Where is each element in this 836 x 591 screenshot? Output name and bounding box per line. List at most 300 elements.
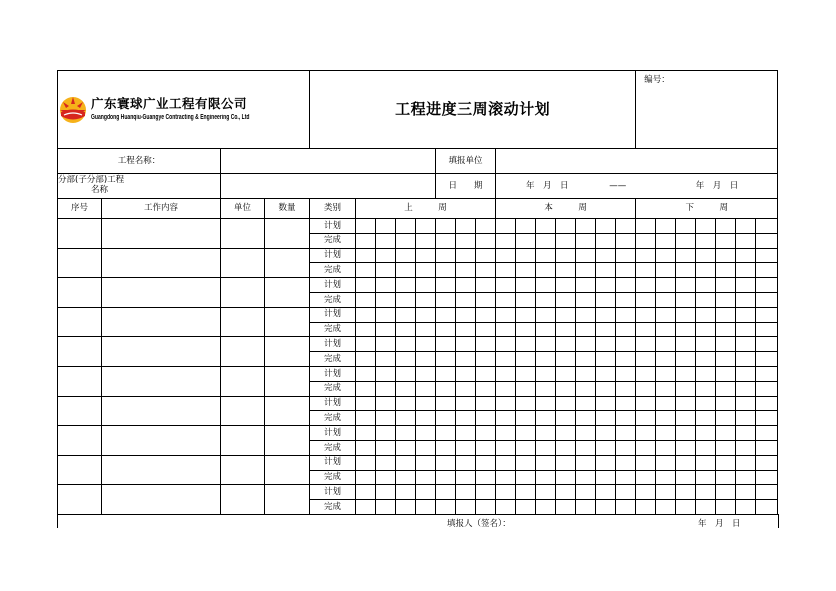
- day-cell[interactable]: [416, 352, 436, 367]
- day-cell[interactable]: [536, 381, 556, 396]
- day-cell[interactable]: [576, 292, 596, 307]
- day-cell[interactable]: [536, 278, 556, 293]
- day-cell[interactable]: [456, 233, 476, 248]
- day-cell[interactable]: [676, 396, 696, 411]
- day-cell[interactable]: [636, 426, 656, 441]
- day-cell[interactable]: [416, 337, 436, 352]
- day-cell[interactable]: [356, 352, 376, 367]
- day-cell[interactable]: [416, 396, 436, 411]
- day-cell[interactable]: [416, 263, 436, 278]
- day-cell[interactable]: [416, 470, 436, 485]
- day-cell[interactable]: [616, 485, 636, 500]
- unit-cell[interactable]: [221, 426, 265, 456]
- day-cell[interactable]: [476, 278, 496, 293]
- day-cell[interactable]: [576, 352, 596, 367]
- day-cell[interactable]: [456, 248, 476, 263]
- day-cell[interactable]: [556, 500, 576, 515]
- day-cell[interactable]: [516, 233, 536, 248]
- day-cell[interactable]: [636, 440, 656, 455]
- day-cell[interactable]: [716, 233, 736, 248]
- qty-cell[interactable]: [265, 307, 310, 337]
- day-cell[interactable]: [456, 219, 476, 234]
- day-cell[interactable]: [416, 278, 436, 293]
- content-cell[interactable]: [102, 366, 221, 396]
- day-cell[interactable]: [356, 263, 376, 278]
- day-cell[interactable]: [656, 485, 676, 500]
- seq-cell[interactable]: [58, 455, 102, 485]
- day-cell[interactable]: [496, 352, 516, 367]
- day-cell[interactable]: [556, 322, 576, 337]
- day-cell[interactable]: [736, 337, 756, 352]
- day-cell[interactable]: [436, 470, 456, 485]
- day-cell[interactable]: [556, 278, 576, 293]
- day-cell[interactable]: [476, 470, 496, 485]
- day-cell[interactable]: [436, 307, 456, 322]
- day-cell[interactable]: [576, 219, 596, 234]
- day-cell[interactable]: [556, 470, 576, 485]
- day-cell[interactable]: [716, 337, 736, 352]
- day-cell[interactable]: [496, 278, 516, 293]
- day-cell[interactable]: [756, 352, 778, 367]
- day-cell[interactable]: [696, 337, 716, 352]
- day-cell[interactable]: [636, 470, 656, 485]
- day-cell[interactable]: [696, 455, 716, 470]
- day-cell[interactable]: [576, 485, 596, 500]
- day-cell[interactable]: [476, 381, 496, 396]
- day-cell[interactable]: [756, 455, 778, 470]
- day-cell[interactable]: [636, 263, 656, 278]
- day-cell[interactable]: [436, 411, 456, 426]
- day-cell[interactable]: [656, 366, 676, 381]
- qty-cell[interactable]: [265, 426, 310, 456]
- day-cell[interactable]: [556, 233, 576, 248]
- day-cell[interactable]: [536, 322, 556, 337]
- day-cell[interactable]: [556, 337, 576, 352]
- day-cell[interactable]: [556, 426, 576, 441]
- unit-cell[interactable]: [221, 337, 265, 367]
- seq-cell[interactable]: [58, 485, 102, 515]
- unit-cell[interactable]: [221, 307, 265, 337]
- seq-cell[interactable]: [58, 307, 102, 337]
- day-cell[interactable]: [456, 307, 476, 322]
- day-cell[interactable]: [476, 455, 496, 470]
- day-cell[interactable]: [396, 219, 416, 234]
- day-cell[interactable]: [356, 500, 376, 515]
- day-cell[interactable]: [716, 396, 736, 411]
- day-cell[interactable]: [756, 381, 778, 396]
- day-cell[interactable]: [436, 219, 456, 234]
- day-cell[interactable]: [476, 337, 496, 352]
- day-cell[interactable]: [696, 485, 716, 500]
- day-cell[interactable]: [756, 500, 778, 515]
- day-cell[interactable]: [636, 233, 656, 248]
- day-cell[interactable]: [516, 500, 536, 515]
- day-cell[interactable]: [416, 381, 436, 396]
- day-cell[interactable]: [436, 292, 456, 307]
- reporting-unit-field[interactable]: [496, 149, 778, 174]
- day-cell[interactable]: [636, 352, 656, 367]
- qty-cell[interactable]: [265, 248, 310, 278]
- day-cell[interactable]: [716, 278, 736, 293]
- day-cell[interactable]: [716, 470, 736, 485]
- day-cell[interactable]: [376, 470, 396, 485]
- day-cell[interactable]: [496, 263, 516, 278]
- day-cell[interactable]: [636, 500, 656, 515]
- day-cell[interactable]: [536, 411, 556, 426]
- day-cell[interactable]: [736, 485, 756, 500]
- day-cell[interactable]: [636, 366, 656, 381]
- day-cell[interactable]: [396, 411, 416, 426]
- day-cell[interactable]: [396, 292, 416, 307]
- day-cell[interactable]: [736, 426, 756, 441]
- day-cell[interactable]: [456, 352, 476, 367]
- day-cell[interactable]: [436, 440, 456, 455]
- day-cell[interactable]: [696, 440, 716, 455]
- qty-cell[interactable]: [265, 219, 310, 249]
- day-cell[interactable]: [436, 500, 456, 515]
- day-cell[interactable]: [636, 219, 656, 234]
- day-cell[interactable]: [476, 352, 496, 367]
- day-cell[interactable]: [496, 396, 516, 411]
- day-cell[interactable]: [656, 455, 676, 470]
- day-cell[interactable]: [356, 248, 376, 263]
- day-cell[interactable]: [456, 366, 476, 381]
- day-cell[interactable]: [596, 352, 616, 367]
- day-cell[interactable]: [716, 366, 736, 381]
- day-cell[interactable]: [596, 470, 616, 485]
- day-cell[interactable]: [556, 485, 576, 500]
- day-cell[interactable]: [396, 307, 416, 322]
- day-cell[interactable]: [736, 470, 756, 485]
- day-cell[interactable]: [616, 381, 636, 396]
- day-cell[interactable]: [396, 381, 416, 396]
- day-cell[interactable]: [656, 470, 676, 485]
- day-cell[interactable]: [696, 278, 716, 293]
- day-cell[interactable]: [516, 366, 536, 381]
- day-cell[interactable]: [536, 470, 556, 485]
- seq-cell[interactable]: [58, 337, 102, 367]
- day-cell[interactable]: [416, 485, 436, 500]
- day-cell[interactable]: [716, 411, 736, 426]
- day-cell[interactable]: [636, 307, 656, 322]
- day-cell[interactable]: [456, 470, 476, 485]
- content-cell[interactable]: [102, 337, 221, 367]
- day-cell[interactable]: [496, 455, 516, 470]
- day-cell[interactable]: [756, 396, 778, 411]
- day-cell[interactable]: [536, 233, 556, 248]
- qty-cell[interactable]: [265, 485, 310, 515]
- day-cell[interactable]: [676, 263, 696, 278]
- day-cell[interactable]: [496, 233, 516, 248]
- day-cell[interactable]: [756, 470, 778, 485]
- day-cell[interactable]: [376, 352, 396, 367]
- day-cell[interactable]: [536, 248, 556, 263]
- day-cell[interactable]: [456, 322, 476, 337]
- day-cell[interactable]: [516, 440, 536, 455]
- day-cell[interactable]: [576, 470, 596, 485]
- day-cell[interactable]: [576, 233, 596, 248]
- content-cell[interactable]: [102, 426, 221, 456]
- day-cell[interactable]: [596, 440, 616, 455]
- day-cell[interactable]: [716, 248, 736, 263]
- day-cell[interactable]: [636, 381, 656, 396]
- seq-cell[interactable]: [58, 278, 102, 308]
- day-cell[interactable]: [596, 219, 616, 234]
- day-cell[interactable]: [396, 337, 416, 352]
- day-cell[interactable]: [736, 233, 756, 248]
- day-cell[interactable]: [356, 485, 376, 500]
- day-cell[interactable]: [496, 248, 516, 263]
- day-cell[interactable]: [516, 426, 536, 441]
- day-cell[interactable]: [396, 366, 416, 381]
- day-cell[interactable]: [396, 233, 416, 248]
- day-cell[interactable]: [356, 307, 376, 322]
- day-cell[interactable]: [616, 322, 636, 337]
- seq-cell[interactable]: [58, 366, 102, 396]
- day-cell[interactable]: [356, 233, 376, 248]
- day-cell[interactable]: [376, 500, 396, 515]
- day-cell[interactable]: [536, 500, 556, 515]
- day-cell[interactable]: [516, 396, 536, 411]
- day-cell[interactable]: [716, 307, 736, 322]
- day-cell[interactable]: [496, 440, 516, 455]
- day-cell[interactable]: [676, 307, 696, 322]
- day-cell[interactable]: [696, 322, 716, 337]
- day-cell[interactable]: [536, 396, 556, 411]
- day-cell[interactable]: [356, 337, 376, 352]
- day-cell[interactable]: [416, 307, 436, 322]
- day-cell[interactable]: [756, 485, 778, 500]
- day-cell[interactable]: [676, 278, 696, 293]
- day-cell[interactable]: [656, 248, 676, 263]
- day-cell[interactable]: [416, 455, 436, 470]
- day-cell[interactable]: [376, 396, 396, 411]
- day-cell[interactable]: [516, 307, 536, 322]
- day-cell[interactable]: [596, 485, 616, 500]
- day-cell[interactable]: [376, 307, 396, 322]
- qty-cell[interactable]: [265, 278, 310, 308]
- day-cell[interactable]: [716, 381, 736, 396]
- day-cell[interactable]: [656, 292, 676, 307]
- day-cell[interactable]: [596, 233, 616, 248]
- day-cell[interactable]: [596, 322, 616, 337]
- day-cell[interactable]: [656, 411, 676, 426]
- day-cell[interactable]: [456, 426, 476, 441]
- day-cell[interactable]: [356, 411, 376, 426]
- day-cell[interactable]: [676, 440, 696, 455]
- day-cell[interactable]: [476, 396, 496, 411]
- day-cell[interactable]: [656, 263, 676, 278]
- day-cell[interactable]: [676, 470, 696, 485]
- day-cell[interactable]: [756, 440, 778, 455]
- day-cell[interactable]: [516, 292, 536, 307]
- day-cell[interactable]: [536, 426, 556, 441]
- day-cell[interactable]: [396, 500, 416, 515]
- day-cell[interactable]: [576, 396, 596, 411]
- day-cell[interactable]: [696, 233, 716, 248]
- day-cell[interactable]: [596, 396, 616, 411]
- day-cell[interactable]: [736, 263, 756, 278]
- day-cell[interactable]: [396, 396, 416, 411]
- day-cell[interactable]: [676, 322, 696, 337]
- day-cell[interactable]: [636, 278, 656, 293]
- day-cell[interactable]: [676, 337, 696, 352]
- day-cell[interactable]: [676, 455, 696, 470]
- day-cell[interactable]: [516, 352, 536, 367]
- day-cell[interactable]: [436, 485, 456, 500]
- day-cell[interactable]: [576, 500, 596, 515]
- day-cell[interactable]: [616, 500, 636, 515]
- day-cell[interactable]: [696, 219, 716, 234]
- day-cell[interactable]: [576, 337, 596, 352]
- day-cell[interactable]: [696, 292, 716, 307]
- day-cell[interactable]: [696, 500, 716, 515]
- day-cell[interactable]: [436, 352, 456, 367]
- unit-cell[interactable]: [221, 248, 265, 278]
- date-from-cell[interactable]: [496, 174, 636, 199]
- day-cell[interactable]: [676, 292, 696, 307]
- content-cell[interactable]: [102, 307, 221, 337]
- day-cell[interactable]: [636, 411, 656, 426]
- day-cell[interactable]: [496, 485, 516, 500]
- day-cell[interactable]: [556, 411, 576, 426]
- day-cell[interactable]: [756, 322, 778, 337]
- day-cell[interactable]: [576, 307, 596, 322]
- day-cell[interactable]: [396, 426, 416, 441]
- day-cell[interactable]: [696, 366, 716, 381]
- day-cell[interactable]: [576, 440, 596, 455]
- day-cell[interactable]: [516, 411, 536, 426]
- day-cell[interactable]: [376, 322, 396, 337]
- day-cell[interactable]: [676, 426, 696, 441]
- day-cell[interactable]: [756, 411, 778, 426]
- day-cell[interactable]: [516, 263, 536, 278]
- day-cell[interactable]: [696, 411, 716, 426]
- day-cell[interactable]: [676, 233, 696, 248]
- day-cell[interactable]: [596, 278, 616, 293]
- day-cell[interactable]: [716, 322, 736, 337]
- day-cell[interactable]: [676, 352, 696, 367]
- day-cell[interactable]: [356, 322, 376, 337]
- day-cell[interactable]: [516, 381, 536, 396]
- day-cell[interactable]: [616, 411, 636, 426]
- day-cell[interactable]: [536, 455, 556, 470]
- day-cell[interactable]: [416, 248, 436, 263]
- day-cell[interactable]: [616, 248, 636, 263]
- day-cell[interactable]: [696, 352, 716, 367]
- day-cell[interactable]: [356, 426, 376, 441]
- day-cell[interactable]: [516, 248, 536, 263]
- day-cell[interactable]: [496, 219, 516, 234]
- day-cell[interactable]: [716, 455, 736, 470]
- day-cell[interactable]: [536, 337, 556, 352]
- day-cell[interactable]: [516, 455, 536, 470]
- day-cell[interactable]: [576, 455, 596, 470]
- day-cell[interactable]: [536, 352, 556, 367]
- day-cell[interactable]: [676, 485, 696, 500]
- day-cell[interactable]: [696, 248, 716, 263]
- day-cell[interactable]: [556, 455, 576, 470]
- day-cell[interactable]: [416, 219, 436, 234]
- day-cell[interactable]: [476, 411, 496, 426]
- day-cell[interactable]: [516, 278, 536, 293]
- day-cell[interactable]: [376, 455, 396, 470]
- day-cell[interactable]: [736, 366, 756, 381]
- day-cell[interactable]: [416, 426, 436, 441]
- day-cell[interactable]: [516, 470, 536, 485]
- day-cell[interactable]: [376, 278, 396, 293]
- day-cell[interactable]: [516, 337, 536, 352]
- day-cell[interactable]: [396, 248, 416, 263]
- day-cell[interactable]: [456, 440, 476, 455]
- day-cell[interactable]: [556, 366, 576, 381]
- day-cell[interactable]: [616, 352, 636, 367]
- day-cell[interactable]: [616, 455, 636, 470]
- day-cell[interactable]: [716, 219, 736, 234]
- seq-cell[interactable]: [58, 426, 102, 456]
- day-cell[interactable]: [456, 381, 476, 396]
- day-cell[interactable]: [476, 233, 496, 248]
- day-cell[interactable]: [396, 278, 416, 293]
- day-cell[interactable]: [456, 278, 476, 293]
- day-cell[interactable]: [636, 322, 656, 337]
- day-cell[interactable]: [716, 500, 736, 515]
- day-cell[interactable]: [536, 263, 556, 278]
- day-cell[interactable]: [636, 455, 656, 470]
- day-cell[interactable]: [756, 307, 778, 322]
- day-cell[interactable]: [576, 366, 596, 381]
- day-cell[interactable]: [536, 292, 556, 307]
- day-cell[interactable]: [756, 292, 778, 307]
- day-cell[interactable]: [736, 396, 756, 411]
- content-cell[interactable]: [102, 219, 221, 249]
- day-cell[interactable]: [656, 426, 676, 441]
- day-cell[interactable]: [656, 352, 676, 367]
- day-cell[interactable]: [596, 307, 616, 322]
- day-cell[interactable]: [396, 470, 416, 485]
- day-cell[interactable]: [476, 219, 496, 234]
- content-cell[interactable]: [102, 396, 221, 426]
- day-cell[interactable]: [396, 263, 416, 278]
- day-cell[interactable]: [656, 219, 676, 234]
- day-cell[interactable]: [596, 248, 616, 263]
- day-cell[interactable]: [376, 263, 396, 278]
- day-cell[interactable]: [496, 426, 516, 441]
- day-cell[interactable]: [596, 455, 616, 470]
- day-cell[interactable]: [416, 322, 436, 337]
- day-cell[interactable]: [656, 396, 676, 411]
- day-cell[interactable]: [396, 455, 416, 470]
- day-cell[interactable]: [656, 322, 676, 337]
- day-cell[interactable]: [616, 426, 636, 441]
- seq-cell[interactable]: [58, 396, 102, 426]
- day-cell[interactable]: [536, 485, 556, 500]
- day-cell[interactable]: [576, 248, 596, 263]
- day-cell[interactable]: [456, 337, 476, 352]
- day-cell[interactable]: [616, 307, 636, 322]
- day-cell[interactable]: [396, 352, 416, 367]
- day-cell[interactable]: [436, 337, 456, 352]
- day-cell[interactable]: [436, 248, 456, 263]
- day-cell[interactable]: [496, 381, 516, 396]
- day-cell[interactable]: [716, 352, 736, 367]
- day-cell[interactable]: [756, 248, 778, 263]
- day-cell[interactable]: [616, 263, 636, 278]
- day-cell[interactable]: [756, 337, 778, 352]
- date-to-cell[interactable]: [636, 174, 778, 199]
- day-cell[interactable]: [676, 500, 696, 515]
- day-cell[interactable]: [756, 278, 778, 293]
